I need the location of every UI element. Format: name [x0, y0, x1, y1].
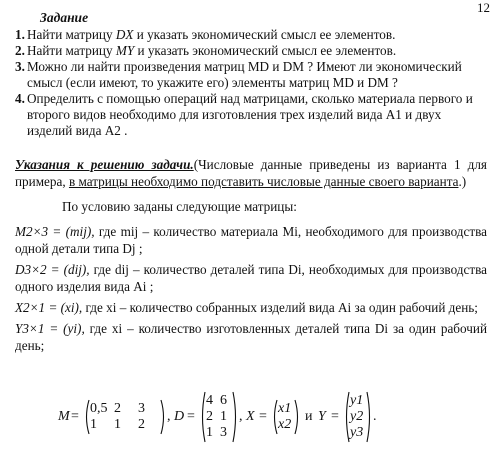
matrix-x-cell: x1 — [278, 401, 292, 416]
matrix-d-cell: 1 — [220, 409, 227, 424]
matrix-d-cell: 1 — [206, 425, 213, 440]
definition-x: X2×1 = (xi), где xi – количество собранных изделий вида Ai за один рабочий день; — [15, 300, 478, 315]
definition-d: D3×2 = (dij), где dij – количество деталей типа Di, необходимых для производства одного изделия вида Ai ; — [15, 262, 488, 294]
matrix-m-cell: 1 — [114, 417, 121, 432]
solution-hint: Указания к решению задачи.(Числовые данные приведены из варианта 1 для примера, в матрицы необходимо подставить числовые данные своего варианта.) — [15, 157, 487, 189]
hint-heading: Указания к решению задачи. — [15, 157, 194, 172]
matrix-m-name: M — [58, 409, 70, 424]
matrix-definitions — [15, 223, 487, 358]
task-4: 4. Определить с помощью операций над матрицами, сколько материала первого и второго видов необходимо для изготовления трех изделий вида A1 и двух изделий вида A2 . — [15, 91, 473, 138]
comma: , — [167, 409, 171, 424]
matrix-d-name: D — [174, 409, 185, 424]
page-number: 12 — [477, 0, 490, 15]
task-2: 2. Найти матрицу MY и указать экономический смысл ее элементов. — [15, 43, 397, 58]
task-list — [15, 27, 487, 139]
equals-sign: = — [71, 409, 79, 424]
matrix-y-cell: y1 — [350, 393, 364, 408]
matrix-m-cell: 2 — [138, 417, 145, 432]
conjunction: и — [305, 409, 313, 424]
matrix-x-name: X — [246, 409, 255, 424]
matrix-d-cell: 6 — [220, 393, 227, 408]
comma: , — [239, 409, 243, 424]
task-1: 1. Найти матрицу DX и указать экономический смысл ее элементов. — [15, 27, 396, 42]
equals-sign: = — [187, 409, 195, 424]
equals-sign: = — [331, 409, 339, 424]
condition-line: По условию заданы следующие матрицы: — [62, 199, 297, 214]
matrix-m-cell: 1 — [90, 417, 97, 432]
matrix-x-cell: x2 — [278, 417, 292, 432]
matrix-y-cell: y2 — [350, 409, 364, 424]
matrix-y-cell: y3 — [350, 425, 364, 440]
task-title: Задание — [40, 10, 89, 25]
matrix-m-cell: 0,5 — [90, 401, 108, 416]
definition-m: M2×3 = (mij), где mij – количество материала Mi, необходимого для производства одной детали типа Dj ; — [15, 224, 488, 256]
matrix-m-cell: 3 — [138, 401, 145, 416]
matrix-formula — [58, 388, 478, 446]
matrix-y-name: Y — [318, 409, 326, 424]
matrix-d-cell: 2 — [206, 409, 213, 424]
matrix-m-cell: 2 — [114, 401, 121, 416]
definition-y: Y3×1 = (yi), где xi – количество изготовленных деталей типа Di за один рабочий день; — [15, 321, 488, 353]
period: . — [373, 409, 377, 424]
matrix-d-cell: 3 — [220, 425, 227, 440]
equals-sign: = — [259, 409, 267, 424]
matrix-d-cell: 4 — [206, 393, 213, 408]
task-3: 3. Можно ли найти произведения матриц MD и DM ? Имеют ли экономический смысл (если имеют, то укажите его) элементы матриц MD и DM ? — [15, 59, 462, 90]
